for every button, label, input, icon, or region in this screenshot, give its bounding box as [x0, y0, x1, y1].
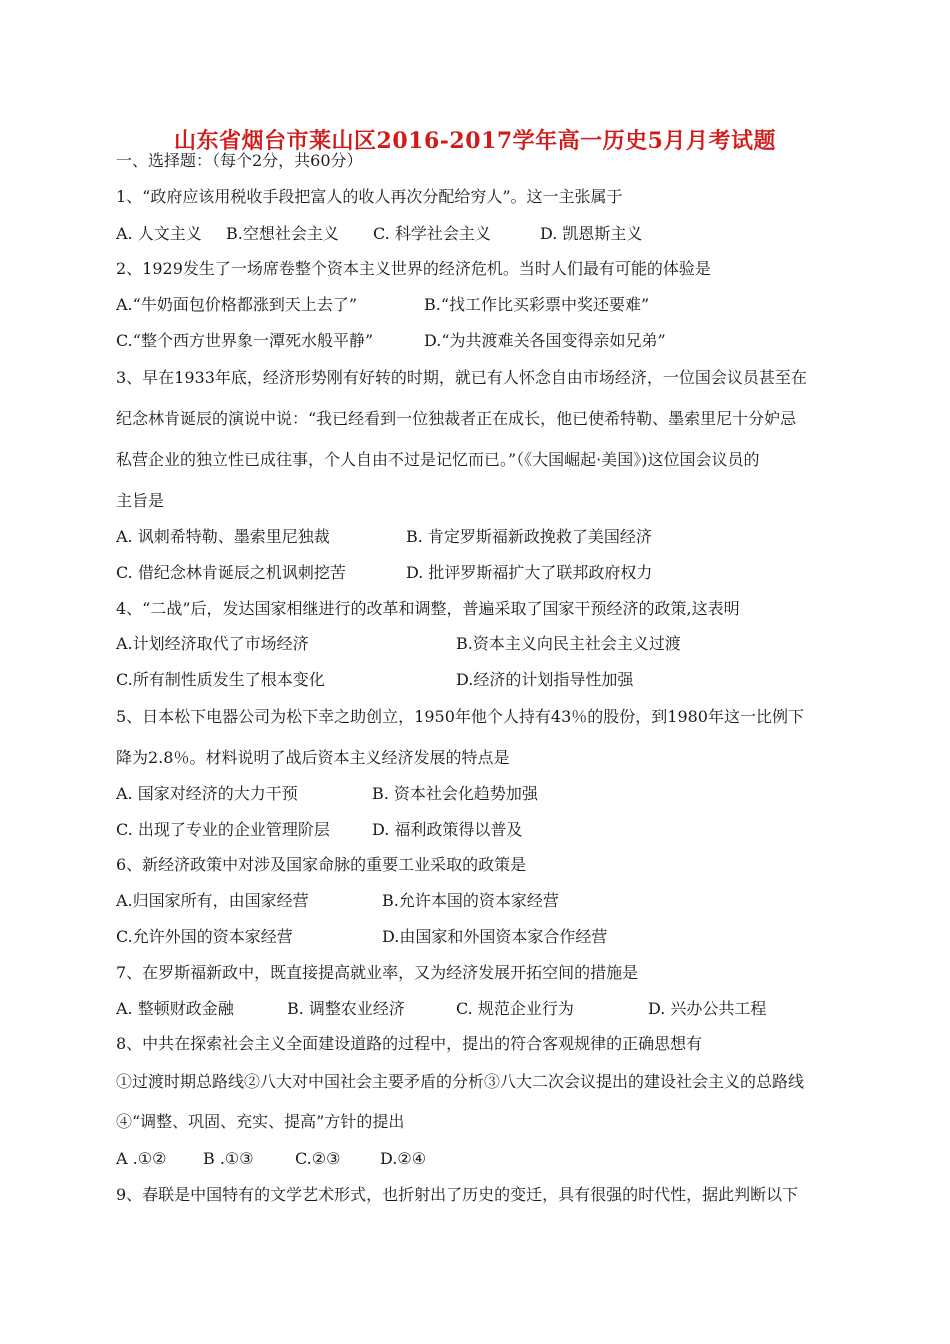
question-stem: 3、早在1933年底，经济形势刚有好转的时期，就已有人怀念自由市场经济，一位国会议员甚至在 — [116, 368, 807, 387]
option-c: C. 借纪念林肯诞辰之机讽刺挖苦 — [116, 563, 346, 582]
question-stem: 纪念林肯诞辰的演说中说：“我已经看到一位独裁者正在成长，他已使希特勒、墨索里尼十分妒忌 — [116, 409, 797, 428]
option-d: D. 凯恩斯主义 — [540, 224, 643, 243]
page-title: 山东省烟台市莱山区2016-2017学年高一历史5月月考试题 — [174, 128, 776, 154]
option-a: A. 讽刺希特勒、墨索里尼独裁 — [116, 527, 330, 546]
option-a: A.计划经济取代了市场经济 — [116, 634, 309, 653]
question-stem: 私营企业的独立性已成往事，个人自由不过是记忆而已。”（《大国崛起·美国》)这位国会议员的 — [116, 450, 760, 469]
option-c: C.允许外国的资本家经营 — [116, 927, 293, 946]
section-heading: 一、选择题：（每个2分，共60分） — [116, 151, 363, 170]
option-c: C. 出现了专业的企业管理阶层 — [116, 820, 330, 839]
option-a: A. 整顿财政金融 — [116, 999, 234, 1018]
option-b: B .①③ — [203, 1149, 254, 1168]
question-stem: 6、新经济政策中对涉及国家命脉的重要工业采取的政策是 — [116, 855, 527, 874]
option-d: D.经济的计划指导性加强 — [456, 670, 634, 689]
option-c: C.“整个西方世界象一潭死水般平静” — [116, 331, 374, 350]
option-b: B.资本主义向民主社会主义过渡 — [456, 634, 681, 653]
option-a: A. 人文主义 — [116, 224, 202, 243]
option-b: B. 调整农业经济 — [287, 999, 405, 1018]
question-stem: 主旨是 — [116, 491, 165, 510]
option-d: D.由国家和外国资本家合作经营 — [382, 927, 608, 946]
option-c: C.所有制性质发生了根本变化 — [116, 670, 325, 689]
option-d: D.“为共渡难关各国变得亲如兄弟” — [424, 331, 666, 350]
option-b: B. 资本社会化趋势加强 — [372, 784, 538, 803]
question-stem: 7、在罗斯福新政中，既直接提高就业率，又为经济发展开拓空间的措施是 — [116, 963, 639, 982]
option-d: D. 兴办公共工程 — [648, 999, 767, 1018]
question-stem: 2、1929发生了一场席卷整个资本主义世界的经济危机。当时人们最有可能的体验是 — [116, 259, 711, 278]
option-d: D. 批评罗斯福扩大了联邦政府权力 — [406, 563, 653, 582]
option-a: A.“牛奶面包价格都涨到天上去了” — [116, 295, 358, 314]
option-d: D.②④ — [380, 1149, 427, 1168]
option-b: B.“找工作比买彩票中奖还要难” — [424, 295, 650, 314]
question-stem: 5、日本松下电器公司为松下幸之助创立，1950年他个人持有43％的股份，到1980年这一比例下 — [116, 707, 804, 726]
option-b: B.空想社会主义 — [226, 224, 339, 243]
option-a: A. 国家对经济的大力干预 — [116, 784, 298, 803]
question-stem: 9、春联是中国特有的文学艺术形式，也折射出了历史的变迁，具有很强的时代性，据此判断以下 — [116, 1185, 799, 1204]
question-stem: ①过渡时期总路线②八大对中国社会主要矛盾的分析③八大二次会议提出的建设社会主义的总路线 — [116, 1072, 805, 1091]
question-stem: 8、中共在探索社会主义全面建设道路的过程中，提出的符合客观规律的正确思想有 — [116, 1034, 703, 1053]
question-stem: 1、“政府应该用税收手段把富人的收人再次分配给穷人”。这一主张属于 — [116, 187, 623, 206]
option-b: B. 肯定罗斯福新政挽救了美国经济 — [406, 527, 652, 546]
option-c: C. 科学社会主义 — [373, 224, 491, 243]
option-c: C. 规范企业行为 — [456, 999, 574, 1018]
option-d: D. 福利政策得以普及 — [372, 820, 523, 839]
option-a: A.归国家所有，由国家经营 — [116, 891, 309, 910]
option-b: B.允许本国的资本家经营 — [382, 891, 559, 910]
question-stem: ④“调整、巩固、充实、提高”方针的提出 — [116, 1112, 405, 1131]
option-a: A .①② — [116, 1149, 167, 1168]
option-c: C.②③ — [295, 1149, 341, 1168]
question-stem: 4、“二战”后，发达国家相继进行的改革和调整，普遍采取了国家干预经济的政策,这表明 — [116, 599, 740, 618]
question-stem: 降为2.8％。材料说明了战后资本主义经济发展的特点是 — [116, 748, 510, 767]
